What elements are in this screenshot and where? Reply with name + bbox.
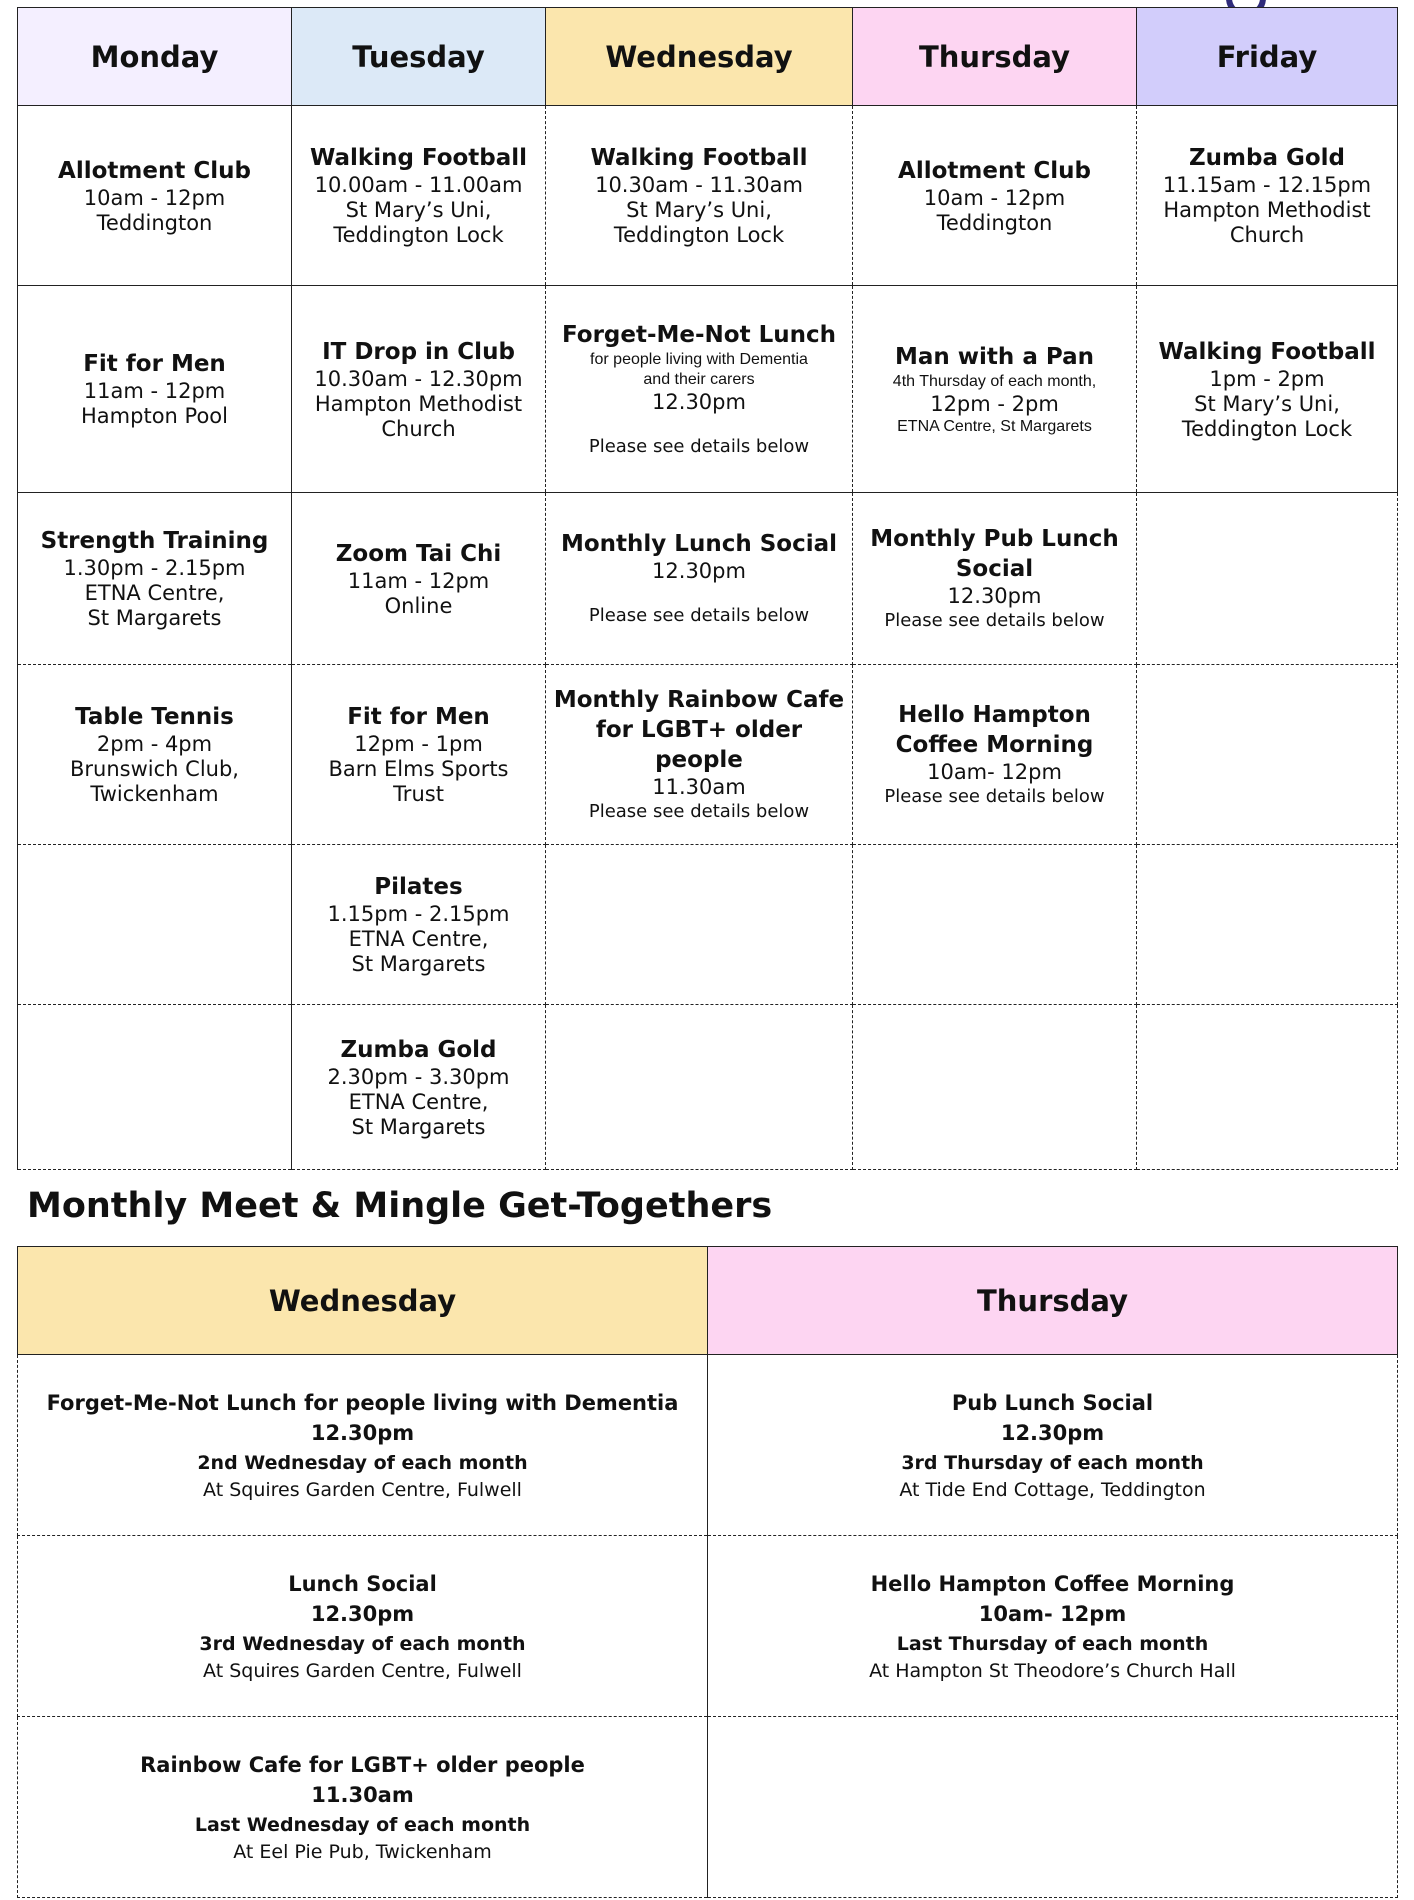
activity-info: 12.30pm <box>947 584 1042 608</box>
activity-info: ETNA Centre, <box>348 1089 489 1114</box>
activity-info: Teddington Lock <box>333 223 504 247</box>
activity-info: 2.30pm - 3.30pm <box>327 1064 510 1089</box>
activity-title: Allotment Club <box>58 157 251 184</box>
activity-detail: 4th Thursday of each month, <box>892 372 1097 390</box>
day-header-wednesday: Wednesday <box>546 8 853 106</box>
monthly-header-wednesday: Wednesday <box>18 1247 708 1355</box>
empty-cell <box>853 1005 1137 1170</box>
day-header-tuesday: Tuesday <box>292 8 546 106</box>
monthly-row <box>18 1717 1398 1898</box>
monthly-event-cell <box>18 1536 708 1717</box>
activity-detail: ETNA Centre, St Margarets <box>897 417 1092 435</box>
event-title: Hello Hampton Coffee Morning <box>870 1571 1235 1596</box>
activity-title: Monthly Pub Lunch <box>870 526 1119 552</box>
activity-cell <box>292 286 546 493</box>
activity-info: St Margarets <box>87 606 222 630</box>
activity-title: Zumba Gold <box>1188 145 1346 171</box>
details-note: Please see details below <box>884 786 1105 807</box>
activity-info: Teddington Lock <box>1181 416 1353 441</box>
activity-info: 2pm - 4pm <box>96 732 213 756</box>
activity-cell <box>546 493 853 665</box>
activity-title: Fit for Men <box>83 351 226 377</box>
event-venue: At Squires Garden Centre, Fulwell <box>203 1478 522 1501</box>
monthly-event-cell <box>18 1355 708 1536</box>
event-frequency: 3rd Thursday of each month <box>901 1451 1204 1474</box>
activity-title: Zoom Tai Chi <box>335 540 502 567</box>
monthly-event-cell <box>708 1355 1398 1536</box>
activity-title: Zumba Gold <box>340 1036 497 1063</box>
activity-cell <box>546 286 853 493</box>
activity-info: St Mary’s Uni, <box>345 198 492 222</box>
activity-info: Twickenham <box>90 782 219 806</box>
weekly-row <box>18 665 1398 845</box>
activity-info: 12.30pm <box>652 389 746 414</box>
event-time: 12.30pm <box>310 1601 415 1626</box>
activity-cell <box>1137 286 1398 493</box>
activity-title: IT Drop in Club <box>322 338 515 365</box>
activity-cell <box>292 493 546 665</box>
empty-cell <box>18 845 292 1005</box>
activity-info: Teddington Lock <box>613 223 785 247</box>
monthly-header-row <box>18 1247 1398 1355</box>
event-frequency: Last Wednesday of each month <box>194 1813 531 1836</box>
event-venue: At Squires Garden Centre, Fulwell <box>203 1659 522 1682</box>
activity-cell <box>292 106 546 286</box>
activity-cell <box>853 493 1137 665</box>
event-title: Rainbow Cafe for LGBT+ older people <box>140 1752 585 1777</box>
activity-title: Monthly Rainbow Cafe <box>553 687 845 713</box>
activity-detail: for people living with Dementia <box>590 350 808 368</box>
activity-info: 1.15pm - 2.15pm <box>327 902 510 926</box>
weekday-header-row <box>18 8 1398 106</box>
empty-cell <box>18 1005 292 1170</box>
activity-detail: and their carers <box>643 370 755 388</box>
activity-info: 1pm - 2pm <box>1209 366 1325 391</box>
activity-cell <box>853 665 1137 845</box>
activity-info: 10am - 12pm <box>923 185 1066 210</box>
event-venue: At Hampton St Theodore’s Church Hall <box>869 1659 1236 1682</box>
event-time: 11.30am <box>311 1782 414 1807</box>
details-note: Please see details below <box>588 605 810 626</box>
event-frequency: Last Thursday of each month <box>896 1632 1209 1655</box>
activity-title: Fit for Men <box>347 704 490 730</box>
activity-title: Walking Football <box>309 145 528 171</box>
day-header-friday: Friday <box>1137 8 1398 106</box>
activity-info: Teddington <box>936 210 1053 235</box>
event-title: Lunch Social <box>288 1571 437 1596</box>
details-note: Please see details below <box>588 801 810 822</box>
empty-cell <box>1137 493 1398 665</box>
monthly-header-thursday: Thursday <box>708 1247 1398 1355</box>
activity-info: 12pm - 1pm <box>354 732 483 756</box>
activity-info: ETNA Centre, <box>84 581 225 605</box>
activity-info: Hampton Pool <box>81 404 228 428</box>
event-venue: At Eel Pie Pub, Twickenham <box>233 1840 492 1863</box>
activity-cell <box>18 106 292 286</box>
day-header-monday: Monday <box>18 8 292 106</box>
weekly-row <box>18 1005 1398 1170</box>
weekly-row <box>18 493 1398 665</box>
activity-info: 11.15am - 12.15pm <box>1162 173 1372 197</box>
event-title: Forget-Me-Not Lunch for people living with Dementia <box>46 1390 679 1415</box>
event-time: 10am- 12pm <box>978 1601 1127 1626</box>
event-time: 12.30pm <box>310 1420 415 1445</box>
activity-info: Hampton Methodist <box>314 391 523 416</box>
activity-title: Pilates <box>374 874 463 900</box>
activity-info: St Mary’s Uni, <box>1194 391 1340 416</box>
empty-cell <box>1137 1005 1398 1170</box>
activity-info: 10am - 12pm <box>83 185 226 210</box>
activity-info: Trust <box>393 782 444 806</box>
activity-cell <box>18 286 292 493</box>
activity-info: Teddington <box>96 210 213 235</box>
details-note: Please see details below <box>588 435 810 457</box>
empty-cell <box>1137 665 1398 845</box>
monthly-row <box>18 1536 1398 1717</box>
activity-info: 10.30am - 11.30am <box>595 173 803 197</box>
activity-cell <box>1137 106 1398 286</box>
activity-info: 10am- 12pm <box>927 760 1062 784</box>
activity-cell <box>853 106 1137 286</box>
activity-cell <box>546 665 853 845</box>
monthly-timetable <box>17 1246 1398 1898</box>
monthly-section-title: Monthly Meet & Mingle Get-Togethers <box>27 1186 773 1226</box>
activity-cell <box>292 1005 546 1170</box>
activity-cell <box>18 493 292 665</box>
activity-title: Coffee Morning <box>895 732 1094 758</box>
weekly-row <box>18 845 1398 1005</box>
activity-info: ETNA Centre, <box>348 927 489 951</box>
empty-cell <box>708 1717 1398 1898</box>
empty-cell <box>546 845 853 1005</box>
activity-info: 12.30pm <box>652 559 746 583</box>
event-title: Pub Lunch Social <box>951 1390 1154 1415</box>
activity-title: for LGBT+ older people <box>595 717 803 773</box>
details-note: Please see details below <box>884 610 1105 631</box>
empty-cell <box>853 845 1137 1005</box>
activity-info: Brunswich Club, <box>70 757 239 781</box>
activity-info: Church <box>381 416 456 441</box>
weekly-timetable <box>17 7 1398 1170</box>
activity-title: Man with a Pan <box>895 343 1094 370</box>
activity-title: Strength Training <box>40 528 269 554</box>
weekly-row <box>18 106 1398 286</box>
weekly-row <box>18 286 1398 493</box>
activity-info: 11am - 12pm <box>347 568 490 593</box>
activity-info: 12pm - 2pm <box>930 391 1059 416</box>
monthly-event-cell <box>18 1717 708 1898</box>
activity-title: Forget-Me-Not Lunch <box>561 321 837 348</box>
activity-title: Hello Hampton <box>898 702 1091 728</box>
activity-info: 11.30am <box>652 775 746 799</box>
monthly-event-cell <box>708 1536 1398 1717</box>
activity-cell <box>292 845 546 1005</box>
activity-info: Barn Elms Sports <box>328 757 509 781</box>
activity-cell <box>18 665 292 845</box>
activity-info: Hampton Methodist <box>1163 198 1371 222</box>
activity-title: Monthly Lunch Social <box>560 531 838 557</box>
activity-info: St Mary’s Uni, <box>626 198 772 222</box>
event-frequency: 2nd Wednesday of each month <box>197 1451 528 1474</box>
activity-title: Walking Football <box>590 145 808 171</box>
activity-title: Table Tennis <box>75 704 234 730</box>
activity-title: Allotment Club <box>898 157 1091 184</box>
activity-cell <box>853 286 1137 493</box>
empty-cell <box>1137 845 1398 1005</box>
activity-cell <box>292 665 546 845</box>
event-venue: At Tide End Cottage, Teddington <box>899 1478 1206 1501</box>
day-header-thursday: Thursday <box>853 8 1137 106</box>
activity-info: 10.30am - 12.30pm <box>314 366 523 391</box>
activity-info: 1.30pm - 2.15pm <box>63 556 246 580</box>
empty-cell <box>546 1005 853 1170</box>
activity-info: 10.00am - 11.00am <box>314 173 523 197</box>
activity-info: Church <box>1229 223 1305 247</box>
activity-title: Social <box>955 556 1034 582</box>
monthly-row <box>18 1355 1398 1536</box>
activity-title: Walking Football <box>1158 338 1376 365</box>
activity-info: St Margarets <box>351 952 486 976</box>
event-frequency: 3rd Wednesday of each month <box>199 1632 526 1655</box>
activity-info: Online <box>384 593 453 618</box>
activity-cell <box>546 106 853 286</box>
activity-info: 11am - 12pm <box>83 379 226 403</box>
event-time: 12.30pm <box>1000 1420 1105 1445</box>
activity-info: St Margarets <box>351 1114 486 1139</box>
